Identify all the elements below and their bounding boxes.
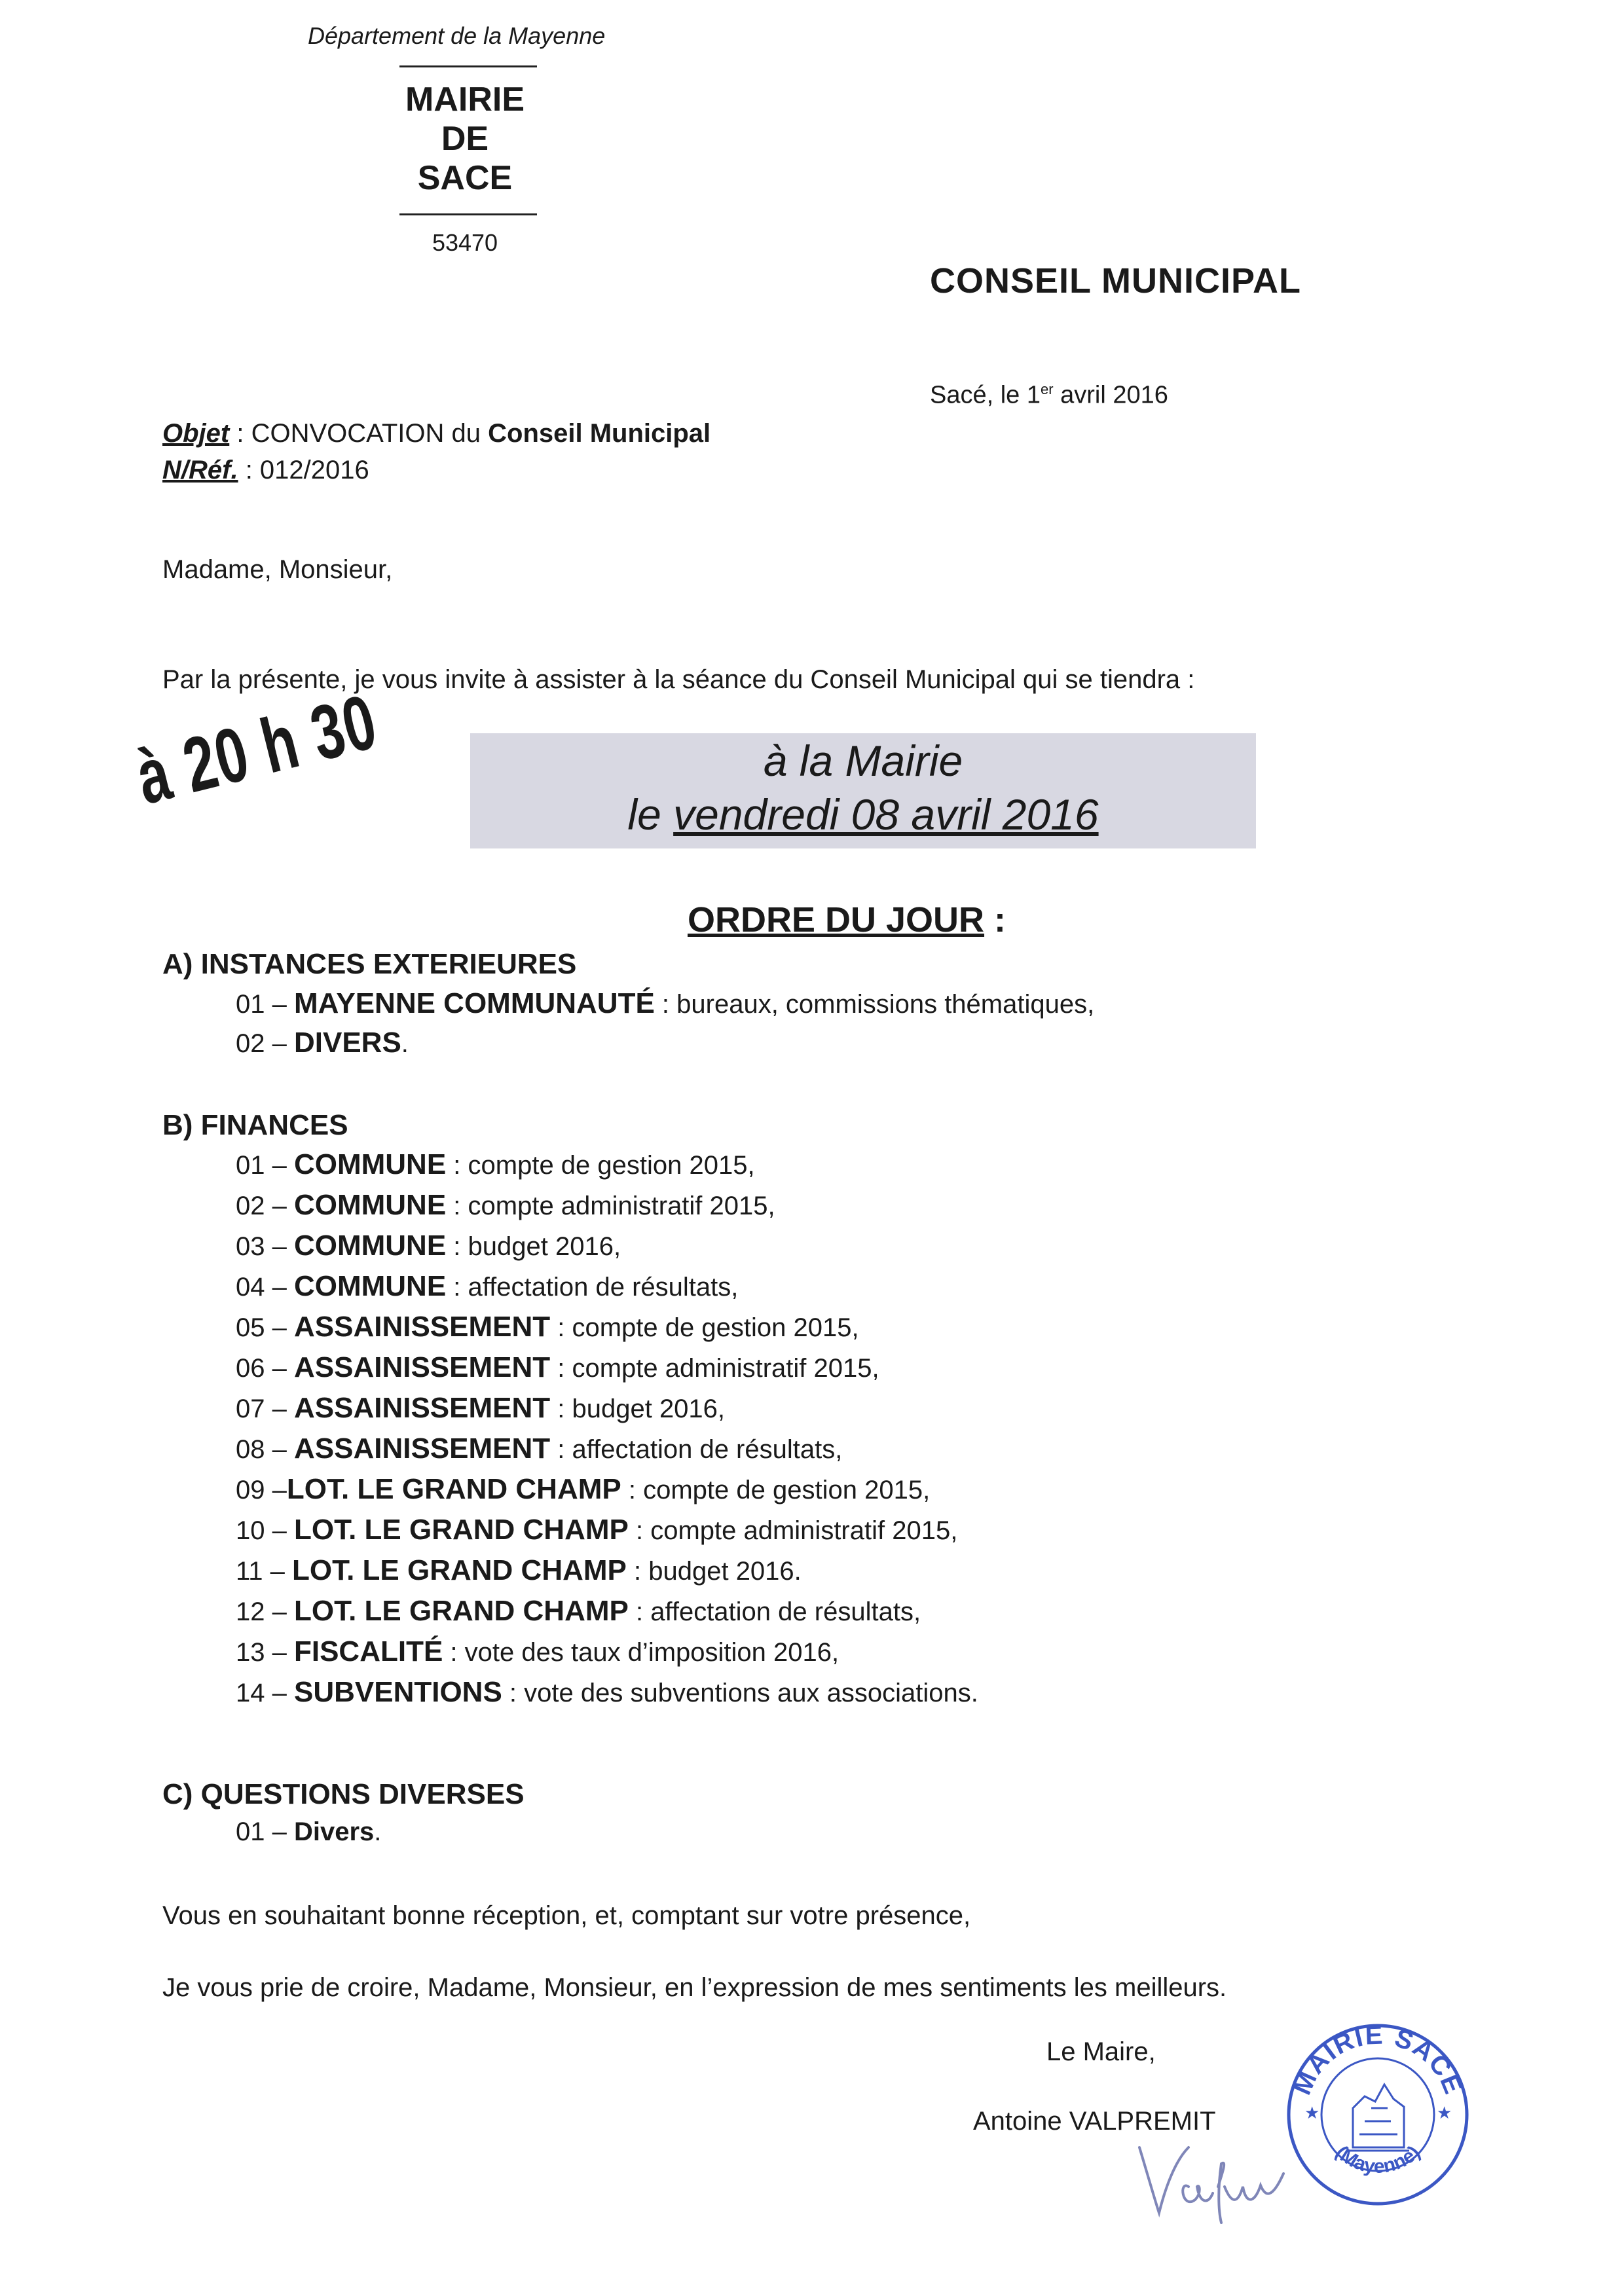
list-item	[236, 987, 1094, 1020]
item-subject: ASSAINISSEMENT	[293, 1392, 551, 1424]
item-number: 08 –	[236, 1435, 294, 1464]
item-subject: LOT. LE GRAND CHAMP	[286, 1473, 621, 1505]
page-title: CONSEIL MUNICIPAL	[930, 261, 1302, 301]
item-number: 01 –	[236, 1817, 294, 1846]
meeting-day-prefix: le	[627, 790, 674, 839]
objet-block	[162, 415, 710, 488]
section-title: C) QUESTIONS DIVERSES	[162, 1778, 525, 1810]
item-text: : bureaux, commissions thématiques,	[654, 990, 1095, 1019]
list-item	[236, 1595, 921, 1628]
mairie-line-3: SACE	[417, 159, 513, 197]
list-item	[236, 1554, 802, 1587]
section-title: B) FINANCES	[162, 1109, 348, 1141]
meeting-day	[470, 790, 1256, 839]
header-rule-bottom	[399, 213, 537, 215]
meeting-place: à la Mairie	[763, 737, 963, 785]
intro-paragraph: Par la présente, je vous invite à assister à la séance du Conseil Municipal qui se tiendra :	[162, 665, 1195, 694]
item-text: : compte de gestion 2015,	[621, 1476, 931, 1504]
item-text: : compte administratif 2015,	[550, 1354, 879, 1383]
item-number: 05 –	[236, 1313, 294, 1342]
list-item	[236, 1817, 381, 1847]
meeting-day-date: vendredi 08 avril 2016	[673, 790, 1099, 839]
handwritten-signature	[1126, 2088, 1297, 2232]
item-number: 09 –	[236, 1476, 287, 1504]
item-number: 03 –	[236, 1232, 294, 1261]
item-text: : compte administratif 2015,	[446, 1192, 775, 1220]
item-number: 12 –	[236, 1597, 294, 1626]
item-subject: DIVERS	[293, 1027, 401, 1059]
item-subject: LOT. LE GRAND CHAMP	[293, 1595, 629, 1627]
departement-label: Département de la Mayenne	[308, 22, 606, 49]
objet-bold: Conseil Municipal	[488, 419, 711, 448]
item-text: : budget 2016.	[626, 1557, 802, 1586]
agenda-title-text: ORDRE DU JOUR	[688, 900, 985, 939]
reference-label: N/Réf.	[162, 456, 238, 484]
item-text: .	[401, 1029, 409, 1058]
postal-code: 53470	[432, 229, 498, 256]
item-text: : vote des subventions aux associations.	[502, 1679, 978, 1707]
reference-value: : 012/2016	[238, 456, 369, 484]
closing-paragraph-2: Je vous prie de croire, Madame, Monsieur, en l’expression de mes sentiments les meilleurs.	[162, 1973, 1227, 2002]
item-number: 10 –	[236, 1516, 294, 1545]
agenda-title-colon: :	[984, 900, 1006, 939]
item-number: 13 –	[236, 1638, 294, 1667]
item-text: : compte de gestion 2015,	[446, 1151, 755, 1180]
item-subject: ASSAINISSEMENT	[293, 1311, 551, 1343]
stamp-top-text: MAIRIE SACE	[1287, 2020, 1468, 2100]
closing-paragraph-1: Vous en souhaitant bonne réception, et, comptant sur votre présence,	[162, 1901, 971, 1930]
item-number: 06 –	[236, 1354, 294, 1383]
section-title: A) INSTANCES EXTERIEURES	[162, 948, 577, 980]
item-subject: Divers	[293, 1817, 375, 1846]
item-subject: COMMUNE	[293, 1230, 447, 1262]
meeting-time: à 20 h 30	[128, 678, 386, 822]
item-text: : affectation de résultats,	[628, 1597, 921, 1626]
item-text: : budget 2016,	[446, 1232, 621, 1261]
item-number: 07 –	[236, 1394, 294, 1423]
svg-text:★: ★	[1437, 2104, 1452, 2123]
list-item	[236, 1432, 842, 1465]
item-subject: SUBVENTIONS	[293, 1676, 502, 1708]
item-text: : affectation de résultats,	[550, 1435, 843, 1464]
item-subject: ASSAINISSEMENT	[293, 1432, 551, 1465]
list-item	[236, 1189, 775, 1222]
mairie-line-2: DE	[441, 120, 489, 158]
list-item	[236, 1635, 839, 1668]
stamp-bottom-text: (Mayenne)	[1331, 2141, 1425, 2178]
item-number: 01 –	[236, 1151, 294, 1180]
item-subject: FISCALITÉ	[293, 1635, 443, 1667]
date-prefix: Sacé, le 1	[930, 381, 1041, 409]
mairie-line-1: MAIRIE	[405, 81, 525, 118]
item-subject: LOT. LE GRAND CHAMP	[292, 1554, 627, 1586]
item-subject: LOT. LE GRAND CHAMP	[293, 1514, 629, 1546]
list-item	[236, 1514, 957, 1546]
list-item	[236, 1473, 930, 1506]
item-number: 02 –	[236, 1029, 294, 1058]
item-text: : vote des taux d’imposition 2016,	[443, 1638, 840, 1667]
item-subject: MAYENNE COMMUNAUTÉ	[293, 987, 655, 1019]
signatory-role: Le Maire,	[1046, 2037, 1156, 2066]
agenda-title	[688, 900, 1006, 940]
reference-line	[162, 452, 710, 488]
svg-text:★: ★	[1304, 2104, 1320, 2123]
list-item	[236, 1351, 879, 1384]
objet-line	[162, 415, 710, 452]
item-text: : budget 2016,	[550, 1394, 726, 1423]
objet-text: CONVOCATION du	[251, 419, 489, 448]
item-text: : compte administratif 2015,	[628, 1516, 958, 1545]
list-item	[236, 1270, 738, 1303]
list-item	[236, 1148, 755, 1181]
signatory-name: Antoine VALPREMIT	[973, 2107, 1216, 2136]
item-text: .	[374, 1817, 382, 1846]
list-item	[236, 1311, 859, 1343]
objet-label: Objet	[162, 419, 230, 448]
salutation: Madame, Monsieur,	[162, 555, 393, 584]
item-number: 14 –	[236, 1679, 294, 1707]
list-item	[236, 1676, 978, 1709]
svg-text:MAIRIE SACE	[1287, 2021, 1468, 2100]
objet-sep: :	[229, 419, 251, 448]
date-suffix: avril 2016	[1053, 381, 1168, 409]
letter-date	[930, 381, 1168, 410]
mairie-stamp	[1280, 2016, 1476, 2206]
stamp-emblem-icon	[1348, 2085, 1409, 2151]
item-subject: ASSAINISSEMENT	[293, 1351, 551, 1383]
item-subject: COMMUNE	[293, 1148, 447, 1180]
item-number: 11 –	[236, 1557, 292, 1586]
mairie-block	[367, 80, 563, 198]
list-item	[236, 1027, 409, 1059]
date-superscript: er	[1041, 381, 1054, 397]
item-subject: COMMUNE	[293, 1270, 447, 1302]
item-text: : affectation de résultats,	[446, 1273, 739, 1302]
item-number: 02 –	[236, 1192, 294, 1220]
item-subject: COMMUNE	[293, 1189, 447, 1221]
header-rule-top	[399, 65, 537, 67]
list-item	[236, 1392, 725, 1425]
item-number: 04 –	[236, 1273, 294, 1302]
item-number: 01 –	[236, 990, 294, 1019]
list-item	[236, 1230, 621, 1262]
item-text: : compte de gestion 2015,	[550, 1313, 859, 1342]
